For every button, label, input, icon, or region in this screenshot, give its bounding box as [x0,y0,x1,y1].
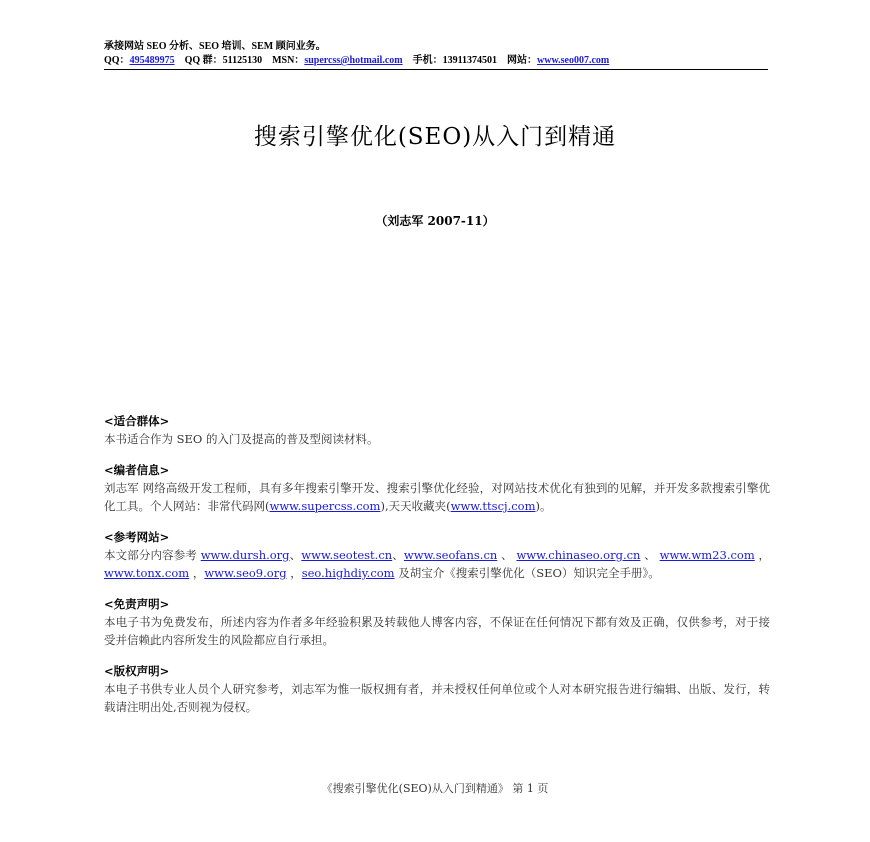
text: ),天天收藏夹( [380,499,451,513]
header-rule [104,69,768,70]
link[interactable]: www.ttscj.com [450,499,536,513]
text: 刘志军 网络高级开发工程师，具有多年搜索引擎开发、搜索引擎优化经验，对网站技术优化有独到的见解，并开发多款搜索引擎优化工具。个人网站：非常代码网( [104,481,770,513]
msn-link[interactable]: supercss@hotmail.com [304,55,403,66]
section-audience [104,412,770,448]
header-contacts [104,54,768,68]
site-label: 网站： [507,55,538,66]
text: )。 [535,499,552,513]
section-heading: <编者信息> [104,463,170,477]
section-text [104,479,770,515]
section-heading: <版权声明> [104,664,170,678]
link[interactable]: www.chinaseo.org.cn [516,548,641,562]
link[interactable]: www.seo9.org [204,566,287,580]
section-heading: <适合群体> [104,414,170,428]
document-title: 搜索引擎优化(SEO)从入门到精通 [253,124,617,150]
link[interactable]: seo.highdiy.com [301,566,395,580]
page-header [104,40,768,68]
section-disclaimer [104,595,770,649]
phone: 手机：13911374501 [412,55,498,66]
qq-group: QQ 群：51125130 [184,55,263,66]
link[interactable]: www.seotest.cn [301,548,393,562]
link[interactable]: www.dursh.org [200,548,290,562]
link[interactable]: www.supercss.com [269,499,381,513]
qq-label: QQ： [104,55,130,66]
section-references [104,528,770,582]
site-link[interactable]: www.seo007.com [537,55,610,66]
qq-link[interactable]: 495489975 [129,55,175,66]
link[interactable]: www.seofans.cn [403,548,498,562]
author-date: （刘志军 2007-11） [375,214,495,228]
section-heading: <参考网站> [104,530,170,544]
link[interactable]: www.wm23.com [659,548,755,562]
header-services: 承接网站 SEO 分析、SEO 培训、SEM 顾问业务。 [104,41,326,52]
section-heading: <免责声明> [104,597,170,611]
link[interactable]: www.tonx.com [104,566,190,580]
document-body [104,412,770,729]
section-text: 本电子书供专业人员个人研究参考，刘志军为惟一版权拥有者，并未授权任何单位或个人对本研究报告进行编辑、出版、发行，转载请注明出处,否则视为侵权。 [104,682,770,714]
text: 本文部分内容参考 [104,548,201,562]
section-text: 本电子书为免费发布，所述内容为作者多年经验积累及转载他人博客内容，不保证在任何情况下都有效及正确，仅供参考，对于接受并信赖此内容所发生的风险都应自行承担。 [104,615,770,647]
msn-label: MSN： [272,55,305,66]
section-copyright [104,662,770,716]
section-text: 本文部分内容参考 www.dursh.org、www.seotest.cn、www.seofans.cn 、 www.chinaseo.org.cn 、 www.wm23.com ，www.tonx.com ，www.seo9.org ，seo.highdiy.com 及胡宝介《搜索引擎优化（SEO）知识完全手册》。 [104,548,771,580]
section-editor [104,461,770,515]
section-text: 本书适合作为 SEO 的入门及提高的普及型阅读材料。 [104,432,379,446]
text: 及胡宝介《搜索引擎优化（SEO）知识完全手册》。 [394,566,660,580]
page-footer: 《搜索引擎优化(SEO)从入门到精通》 第 1 页 [321,782,549,795]
